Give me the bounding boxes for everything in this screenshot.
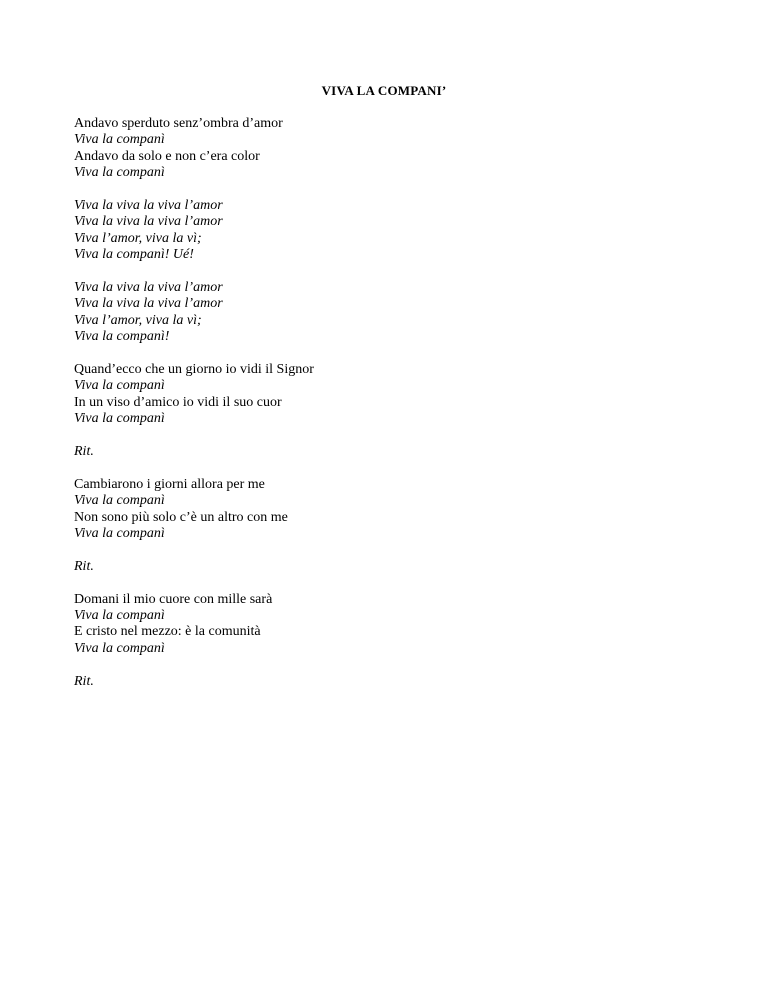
stanza xyxy=(74,674,714,690)
song-title: VIVA LA COMPANI’ xyxy=(321,83,447,98)
stanza xyxy=(74,444,714,460)
verse-line: Cambiarono i giorni allora per me xyxy=(74,476,265,492)
refrain-line: Viva la viva la viva l’amor xyxy=(74,198,223,214)
refrain-line: Viva l’amor, viva la vì; xyxy=(74,312,202,328)
verse-line: Andavo da solo e non c’era color xyxy=(74,148,260,164)
refrain-line: Viva la companì! xyxy=(74,329,170,345)
verse-line: In un viso d’amico io vidi il suo cuor xyxy=(74,394,282,410)
refrain-line: Viva la companì xyxy=(74,640,165,656)
refrain-line: Viva la companì xyxy=(74,608,165,624)
refrain-marker: Rit. xyxy=(74,673,94,689)
stanza xyxy=(74,477,714,543)
verse-line: Quand’ecco che un giorno io vidi il Signor xyxy=(74,362,314,378)
stanza xyxy=(74,592,714,658)
stanza xyxy=(74,362,714,428)
refrain-marker: Rit. xyxy=(74,558,94,574)
refrain-line: Viva la viva la viva l’amor xyxy=(74,280,223,296)
stanza xyxy=(74,198,714,264)
verse-line: Andavo sperduto senz’ombra d’amor xyxy=(74,116,283,131)
refrain-line: Viva la companì! Ué! xyxy=(74,247,194,263)
refrain-line: Viva la viva la viva l’amor xyxy=(74,214,223,230)
refrain-line: Viva la companì xyxy=(74,165,165,181)
refrain-line: Viva la companì xyxy=(74,493,165,509)
verse-line: Domani il mio cuore con mille sarà xyxy=(74,591,273,607)
song-body xyxy=(74,116,714,706)
refrain-line: Viva la companì xyxy=(74,132,165,148)
refrain-line: Viva la companì xyxy=(74,411,165,427)
verse-line: E cristo nel mezzo: è la comunità xyxy=(74,624,261,640)
stanza xyxy=(74,280,714,346)
refrain-line: Viva la companì xyxy=(74,526,165,542)
verse-line: Non sono più solo c’è un altro con me xyxy=(74,509,288,525)
refrain-marker: Rit. xyxy=(74,444,94,460)
refrain-line: Viva la companì xyxy=(74,378,165,394)
stanza xyxy=(74,559,714,575)
refrain-line: Viva l’amor, viva la vì; xyxy=(74,230,202,246)
stanza xyxy=(74,116,714,182)
refrain-line: Viva la viva la viva l’amor xyxy=(74,296,223,312)
